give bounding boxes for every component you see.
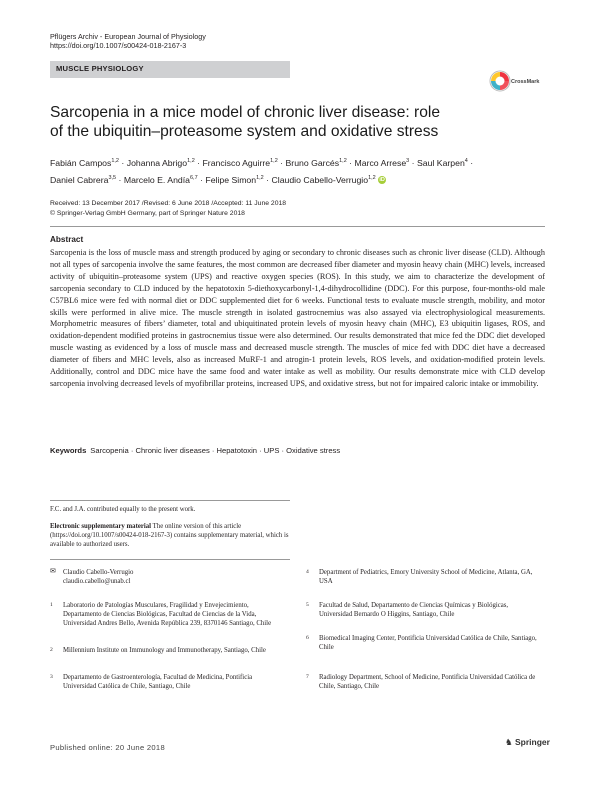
divider (50, 500, 290, 501)
esm-label: Electronic supplementary material (50, 523, 152, 530)
author-aff: 1,2 (187, 158, 195, 164)
affiliation-number: 4 (306, 569, 309, 575)
title-line-2: of the ubiquitin–proteasome system and oxidative stress (50, 122, 439, 140)
author-name[interactable]: Johanna Abrigo (126, 157, 188, 168)
affiliation-number: 5 (306, 602, 309, 608)
divider (50, 559, 290, 560)
article-dates (50, 199, 286, 218)
history-dates: Received: 13 December 2017 /Revised: 6 June 2018 /Accepted: 11 June 2018 (50, 200, 287, 207)
author-aff: 1,2 (368, 174, 376, 181)
mail-icon: ✉ (50, 567, 56, 575)
affiliation-text: Millennium Institute on Immunology and Immunotherapy, Santiago, Chile (63, 647, 266, 654)
author-name[interactable]: Claudio Cabello-Verrugio (271, 174, 369, 185)
author-name[interactable]: Francisco Aguirre (202, 157, 271, 168)
author-name[interactable]: Felipe Simon (205, 174, 257, 185)
copyright-line: © Springer-Verlag GmbH Germany, part of Springer Nature 2018 (50, 209, 245, 217)
affiliation-item (50, 646, 290, 666)
affiliation-item (306, 568, 546, 588)
corresponding-name: Claudio Cabello-Verrugio (63, 569, 134, 576)
keywords-label: Keywords (50, 446, 87, 455)
divider (50, 226, 545, 227)
affiliation-number: 3 (50, 674, 53, 680)
affiliation-text: Laboratorio de Patologías Musculares, Fragilidad y Envejecimiento, Departamento de Ciencias Biológicas, Facultad de Ciencias de la Vida, Universidad Andres Bello, Avenida República 239, 8370146 Santiago, Chile (63, 602, 272, 628)
keywords (50, 446, 545, 455)
journal-header (50, 32, 206, 50)
affiliation-number: 7 (306, 674, 309, 680)
author-aff: 3,5 (108, 174, 117, 181)
journal-doi[interactable]: https://doi.org/10.1007/s00424-018-2167-3 (50, 41, 187, 50)
springer-horse-icon: ♞ (505, 737, 513, 747)
author-aff: 6,7 (190, 174, 198, 181)
publication-date: Published online: 20 June 2018 (50, 743, 165, 752)
affiliation-item (50, 673, 290, 693)
affiliation-text: Facultad de Salud, Departamento de Ciencias Químicas y Biológicas, Universidad Bernardo O Higgins, Santiago, Chile (319, 602, 509, 619)
equal-contribution-note: F.C. and J.A. contributed equally to the present work. (50, 506, 196, 513)
esm-text: The online version of this article (https://doi.org/10.1007/s00424-018-2167-3) contains supplementary material, which is available to authorized users. (50, 523, 289, 549)
author-name[interactable]: Bruno Garcés (285, 157, 340, 168)
publisher-name: Springer (515, 737, 550, 747)
author-aff: 1,2 (111, 158, 119, 164)
affiliation-text: Biomedical Imaging Center, Pontificia Universidad Católica de Chile, Santiago, Chile (319, 635, 537, 652)
author-name[interactable]: Fabián Campos (50, 157, 112, 168)
crossmark-badge[interactable] (485, 69, 545, 95)
author-aff: 1,2 (256, 174, 264, 181)
affiliation-text: Radiology Department, School of Medicine, Pontificia Universidad Católica de Chile, Santiago, Chile (319, 674, 536, 691)
orcid-icon[interactable]: iD (379, 177, 385, 184)
author-name[interactable]: Daniel Cabrera (50, 174, 109, 185)
author-list (50, 154, 550, 188)
affiliation-text: Departamento de Gastroenterología, Facultad de Medicina, Pontificia Universidad Católica de Chile, Santiago, Chile (63, 674, 253, 691)
crossmark-icon (489, 70, 511, 92)
author-aff: 4 (464, 158, 468, 164)
affiliation-item (50, 601, 290, 641)
corresponding-author (50, 568, 290, 590)
author-aff: 1,2 (339, 158, 347, 164)
author-line-2: Daniel Cabrera$^{3,5}$ · Marcelo E. Andía$^{6,7}$ · Felipe Simon$^{1,2}$ · Claudio Cabello-Verrugio$^{1,2}$ iD (50, 174, 385, 185)
author-line-1: Fabián Campos$^{1,2}$ · Johanna Abrigo$^{1,2}$ · Francisco Aguirre$^{1,2}$ · Bruno Garcés$^{1,2}$ · Marco Arrese$^3$ · Saul Karpen$^4$ · (50, 157, 474, 168)
author-aff: 1,2 (270, 158, 278, 164)
title-line-1: Sarcopenia in a mice model of chronic liver disease: role (50, 104, 441, 121)
publisher-logo (505, 737, 550, 748)
author-name[interactable]: Marcelo E. Andía (123, 174, 190, 185)
abstract-heading: Abstract (50, 235, 84, 244)
affiliation-number: 2 (50, 647, 53, 653)
abstract-body: Sarcopenia is the loss of muscle mass and strength produced by aging or secondary to chronic diseases such as chronic liver disease (CLD). Although not all types of sarcopenia involve the same features, the most common are decreased fiber diameter and myosin heavy chain (MHC) levels, increased activity of ubiquitin–proteasome system (UPS) and reactive oxygen species (ROS). In this study, we aim to characterize the development of sarcopenia secondary to CLD induced by the hepatotoxin 5-diethoxycarbonyl-1,4-dihydrocollidine (DDC). For this purpose, four-months-old male C57BL6 mice were fed with normal diet or DDC supplemented diet for 6 weeks. Functional tests to evaluate muscle strength, mobility, and motor skills were performed in alive mice. The muscle strength in isolated gastrocnemius was also assayed via electrophysiological measurements. Morphometric measures of fibers’ diameter, total and ubiquitinated protein levels of myosin heavy chain (MHC), E3 ubiquitin ligases, ROS, and oxidation-dependent modified proteins in gastrocnemius tissue were also determined. Our results demonstrated that mice fed the DDC diet developed muscle wasting as evidenced by a loss of muscle mass and decreased muscle strength. The muscles of mice fed with DDC diet have a decreased diameter of fibers and MHC levels, also as increased MuRF-1 and atrogin-1 protein levels, ROS levels, and oxidation-modified protein levels. Additionally, control and DDC mice have the same food and water intake as well as mobility. Our results demonstrate mice with CLD develop sarcopenia involving decreased levels of myofibrillar proteins, increased UPS, and oxidative stress, but not for impaired caloric intake or immobility. (50, 248, 545, 388)
affiliation-item (306, 634, 546, 654)
author-name[interactable]: Marco Arrese (354, 157, 407, 168)
crossmark-label: CrossMark (511, 79, 540, 85)
section-label: MUSCLE PHYSIOLOGY (56, 64, 144, 73)
affiliation-number: 1 (50, 602, 53, 608)
author-aff: 3 (406, 158, 410, 164)
article-title (50, 104, 530, 141)
keywords-list: Sarcopenia · Chronic liver diseases · Hepatotoxin · UPS · Oxidative stress (90, 446, 341, 455)
affiliation-item (306, 673, 546, 693)
corresponding-email[interactable]: claudio.cabello@unab.cl (63, 578, 131, 586)
author-name[interactable]: Saul Karpen (416, 157, 465, 168)
affiliation-item (306, 601, 546, 621)
journal-name: Pflügers Archiv - European Journal of Physiology (50, 32, 206, 41)
affiliation-text: Department of Pediatrics, Emory University School of Medicine, Atlanta, GA, USA (319, 569, 533, 586)
affiliation-number: 6 (306, 635, 309, 641)
supplementary-note (50, 522, 290, 550)
